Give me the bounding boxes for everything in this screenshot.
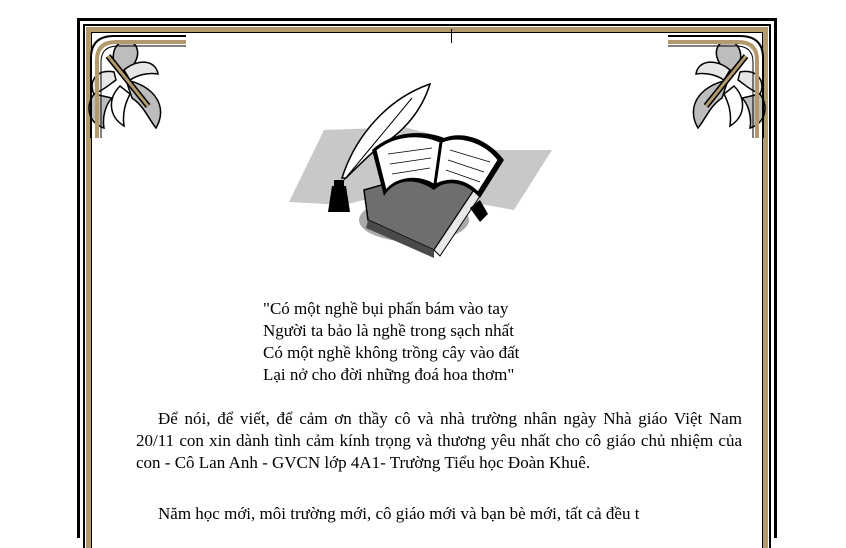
fleur-de-lis-corner-icon <box>86 28 186 140</box>
poem-line: Người ta bảo là nghề trong sạch nhất <box>263 321 514 340</box>
poem <box>263 298 519 386</box>
body-paragraph: Năm học mới, môi trường mới, cô giáo mới và bạn bè mới, tất cả đều t <box>158 504 640 523</box>
book-quill-clipart <box>284 80 560 260</box>
poem-line: Lại nở cho đời những đoá hoa thơm" <box>263 365 515 384</box>
poem-line: "Có một nghề bụi phấn bám vào tay <box>263 299 509 318</box>
fleur-de-lis-corner-icon <box>668 28 768 140</box>
poem-line: Có một nghề không trồng cây vào đất <box>263 343 520 362</box>
text-cursor <box>451 29 452 43</box>
body-paragraph: Để nói, để viết, để cảm ơn thầy cô và nhà trường nhân ngày Nhà giáo Việt Nam 20/11 con xin dành tình cảm kính trọng và thương yêu nhất cho cô giáo chủ nhiệm của con - Cô Lan Anh - GVCN lớp 4A1- Trường Tiểu học Đoàn Khuê. <box>136 409 742 472</box>
